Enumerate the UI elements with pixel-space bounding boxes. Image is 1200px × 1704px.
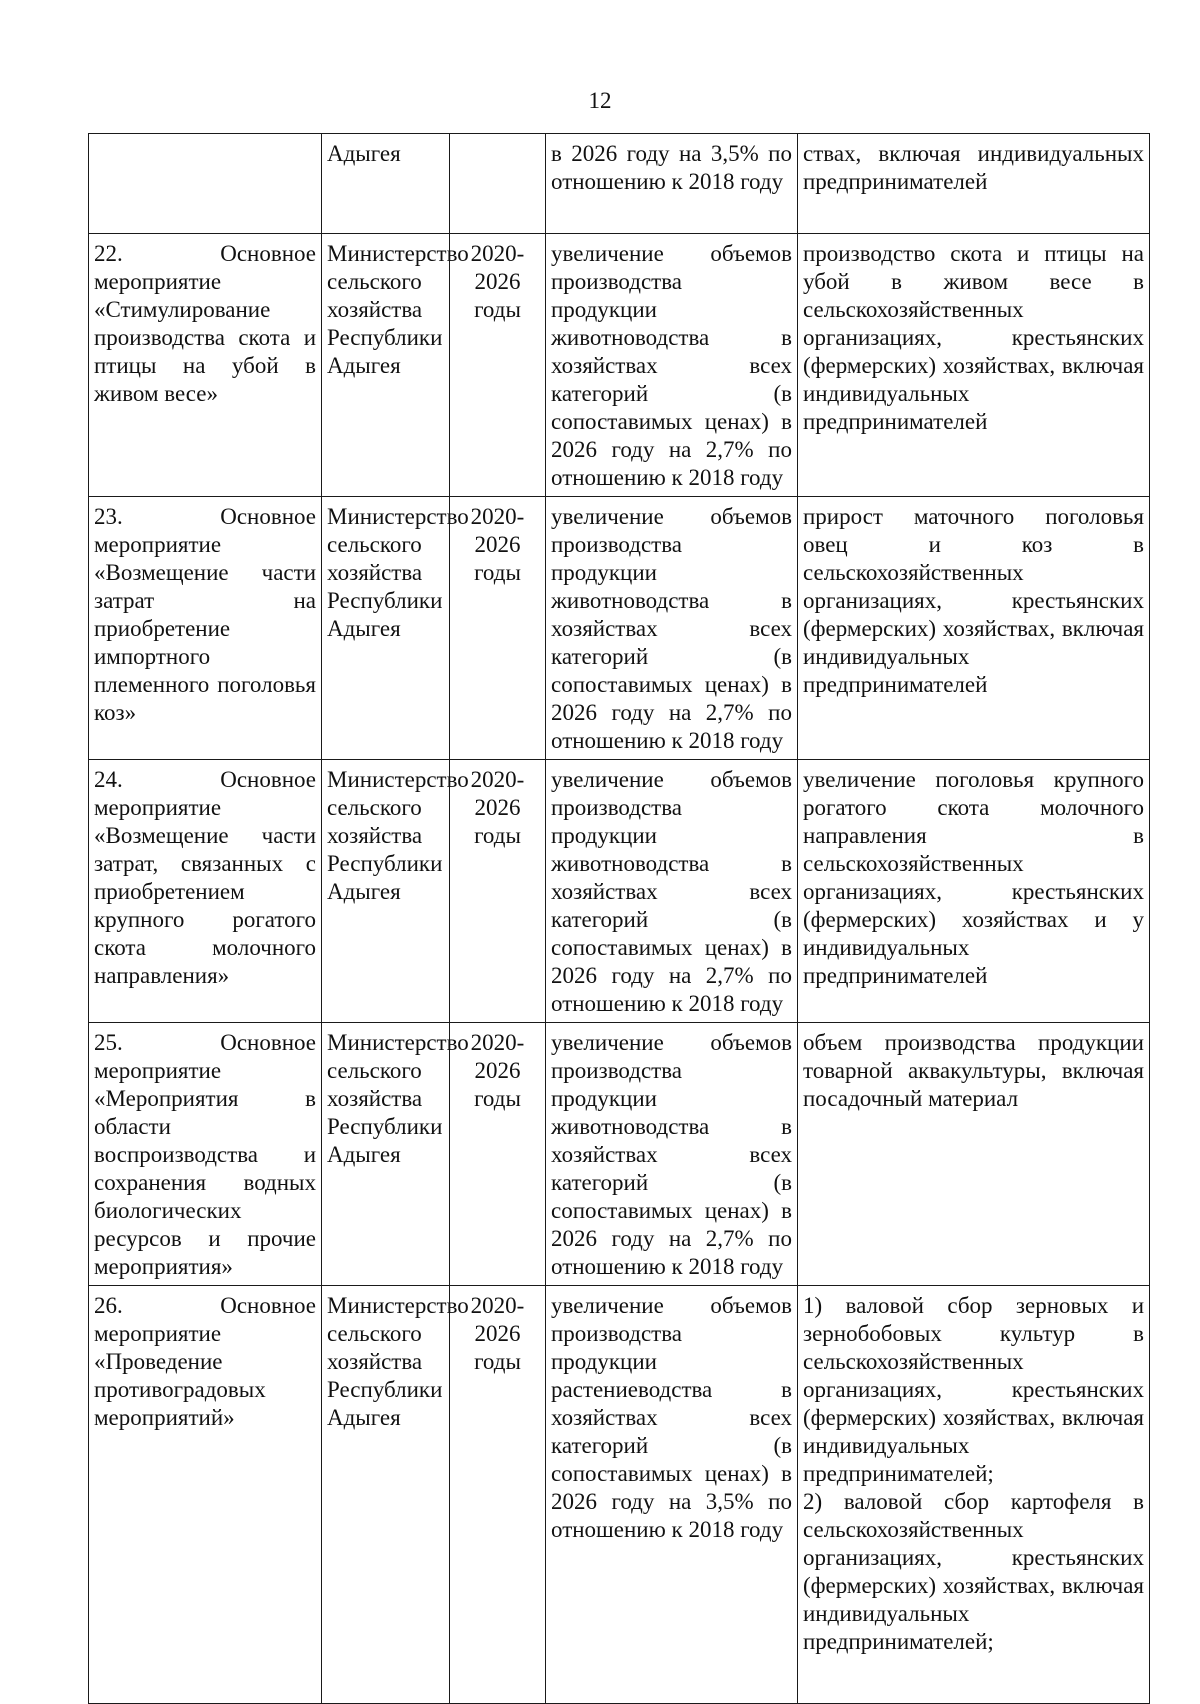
indicator-cell: в 2026 году на 3,5% по отношению к 2018 году — [546, 134, 798, 234]
measure-cell: 26. Основное мероприятие «Проведение противоградовых мероприятий» — [89, 1286, 322, 1704]
page-number: 12 — [588, 88, 612, 113]
measure-cell: 22. Основное мероприятие «Стимулирование производства скота и птицы на убой в живом весе» — [89, 234, 322, 497]
measure-cell: 23. Основное мероприятие «Возмещение части затрат на приобретение импортного племенного поголовья коз» — [89, 497, 322, 760]
period-cell: 2020- 2026 годы — [450, 497, 546, 760]
result-cell: производство скота и птицы на убой в живом весе в сельскохозяйственных организациях, крестьянских (фермерских) хозяйствах, включая индивидуальных предпринимателей — [798, 234, 1150, 497]
indicator-cell: увеличение объемов производства продукции животноводства в хозяйствах всех категорий (в сопоставимых ценах) в 2026 году на 2,7% по отношению к 2018 году — [546, 234, 798, 497]
indicator-cell: увеличение объемов производства продукции животноводства в хозяйствах всех категорий (в сопоставимых ценах) в 2026 году на 2,7% по отношению к 2018 году — [546, 497, 798, 760]
indicator-cell: увеличение объемов производства продукции животноводства в хозяйствах всех категорий (в сопоставимых ценах) в 2026 году на 2,7% по отношению к 2018 году — [546, 1023, 798, 1286]
executor-cell: Адыгея — [322, 134, 450, 234]
indicator-cell: увеличение объемов производства продукции животноводства в хозяйствах всех категорий (в сопоставимых ценах) в 2026 году на 2,7% по отношению к 2018 году — [546, 760, 798, 1023]
table-row — [89, 497, 1150, 760]
result-cell: 1) валовой сбор зерновых и зернобобовых культур в сельскохозяйственных организациях, крестьянских (фермерских) хозяйствах, включая индивидуальных предпринимателей; 2) валовой сбор картофеля в сельскохозяйственных организациях, крестьянских (фермерских) хозяйствах, включая индивидуальных предпринимателей; — [798, 1286, 1150, 1704]
result-cell: увеличение поголовья крупного рогатого скота молочного направления в сельскохозяйственных организациях, крестьянских (фермерских) хозяйствах и у индивидуальных предпринимателей — [798, 760, 1150, 1023]
indicator-cell: увеличение объемов производства продукции растениеводства в хозяйствах всех категорий (в сопоставимых ценах) в 2026 году на 3,5% по отношению к 2018 году — [546, 1286, 798, 1704]
period-cell: 2020- 2026 годы — [450, 1023, 546, 1286]
measure-cell: 24. Основное мероприятие «Возмещение части затрат, связанных с приобретением крупного рогатого скота молочного направления» — [89, 760, 322, 1023]
table-row — [89, 1023, 1150, 1286]
measures-table — [88, 133, 1150, 1704]
table-row — [89, 234, 1150, 497]
result-cell: прирост маточного поголовья овец и коз в сельскохозяйственных организациях, крестьянских (фермерских) хозяйствах, включая индивидуальных предпринимателей — [798, 497, 1150, 760]
result-cell: объем производства продукции товарной аквакультуры, включая посадочный материал — [798, 1023, 1150, 1286]
result-cell: ствах, включая индивидуальных предпринимателей — [798, 134, 1150, 234]
table-row — [89, 1286, 1150, 1704]
period-cell: 2020- 2026 годы — [450, 1286, 546, 1704]
period-cell — [450, 134, 546, 234]
measure-cell — [89, 134, 322, 234]
executor-cell: Министерство сельского хозяйства Республики Адыгея — [322, 760, 450, 1023]
period-cell: 2020- 2026 годы — [450, 234, 546, 497]
executor-cell: Министерство сельского хозяйства Республики Адыгея — [322, 1286, 450, 1704]
period-cell: 2020- 2026 годы — [450, 760, 546, 1023]
table-row — [89, 134, 1150, 234]
executor-cell: Министерство сельского хозяйства Республики Адыгея — [322, 234, 450, 497]
executor-cell: Министерство сельского хозяйства Республики Адыгея — [322, 497, 450, 760]
measure-cell: 25. Основное мероприятие «Мероприятия в области воспроизводства и сохранения водных биологических ресурсов и прочие мероприятия» — [89, 1023, 322, 1286]
executor-cell: Министерство сельского хозяйства Республики Адыгея — [322, 1023, 450, 1286]
table-row — [89, 760, 1150, 1023]
